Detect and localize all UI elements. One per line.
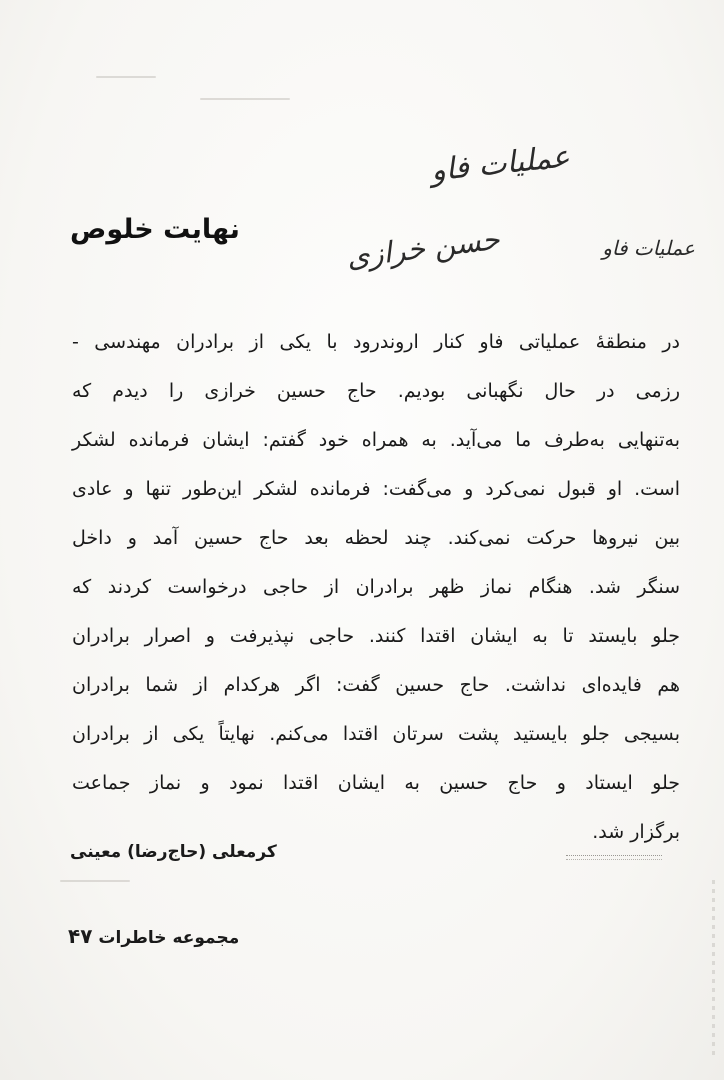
scan-speck	[60, 880, 130, 882]
handwritten-note-side: عملیات فاو	[602, 236, 695, 260]
body-line: است. او قبول نمی‌کرد و می‌گفت: فرمانده لشکر این‌طور تنها و عادی	[72, 478, 680, 500]
memoir-title: نهایت خلوص	[70, 214, 240, 245]
body-line: جلو ایستاد و حاج حسین به ایشان اقتدا نمود و نماز جماعت	[72, 772, 680, 794]
body-line: به‌تنهایی به‌طرف ما می‌آید. به همراه خود گفتم: ایشان فرمانده لشکر	[72, 429, 680, 451]
body-line: در منطقهٔ عملیاتی فاو کنار اروندرود با یکی از برادران مهندسی -	[72, 331, 680, 353]
handwritten-note-operation: عملیات فاو	[429, 139, 572, 189]
body-line: بسیجی جلو بایستید پشت سرتان اقتدا می‌کنم. نهایتاً یکی از برادران	[72, 723, 680, 745]
memoir-body	[72, 318, 680, 857]
footer-label: مجموعه خاطرات	[98, 928, 240, 948]
body-line: جلو بایستد تا به ایشان اقتدا کنند. حاجی نپذیرفت و اصرار برادران	[72, 625, 680, 647]
body-line: برگزار شد.	[592, 821, 680, 843]
author-name: کرمعلی (حاج‌رضا) معینی	[70, 842, 277, 862]
page-footer	[68, 924, 268, 948]
scan-speck	[96, 76, 156, 78]
body-line: هم فایده‌ای نداشت. حاج حسین گفت: اگر هرکدام از شما برادران	[72, 674, 680, 696]
body-line: سنگر شد. هنگام نماز ظهر برادران از حاجی درخواست کردند که	[72, 576, 680, 598]
author-divider	[566, 855, 662, 860]
scan-edge-mark	[712, 880, 715, 1060]
handwritten-note-name: حسن خرازی	[344, 221, 502, 275]
page-number: ۴۷	[68, 924, 93, 948]
body-line: رزمی در حال نگهبانی بودیم. حاج حسین خرازی را دیدم که	[72, 380, 680, 402]
scan-speck	[200, 98, 290, 100]
body-line: بین نیروها حرکت نمی‌کند. چند لحظه بعد حاج حسین آمد و داخل	[72, 527, 680, 549]
